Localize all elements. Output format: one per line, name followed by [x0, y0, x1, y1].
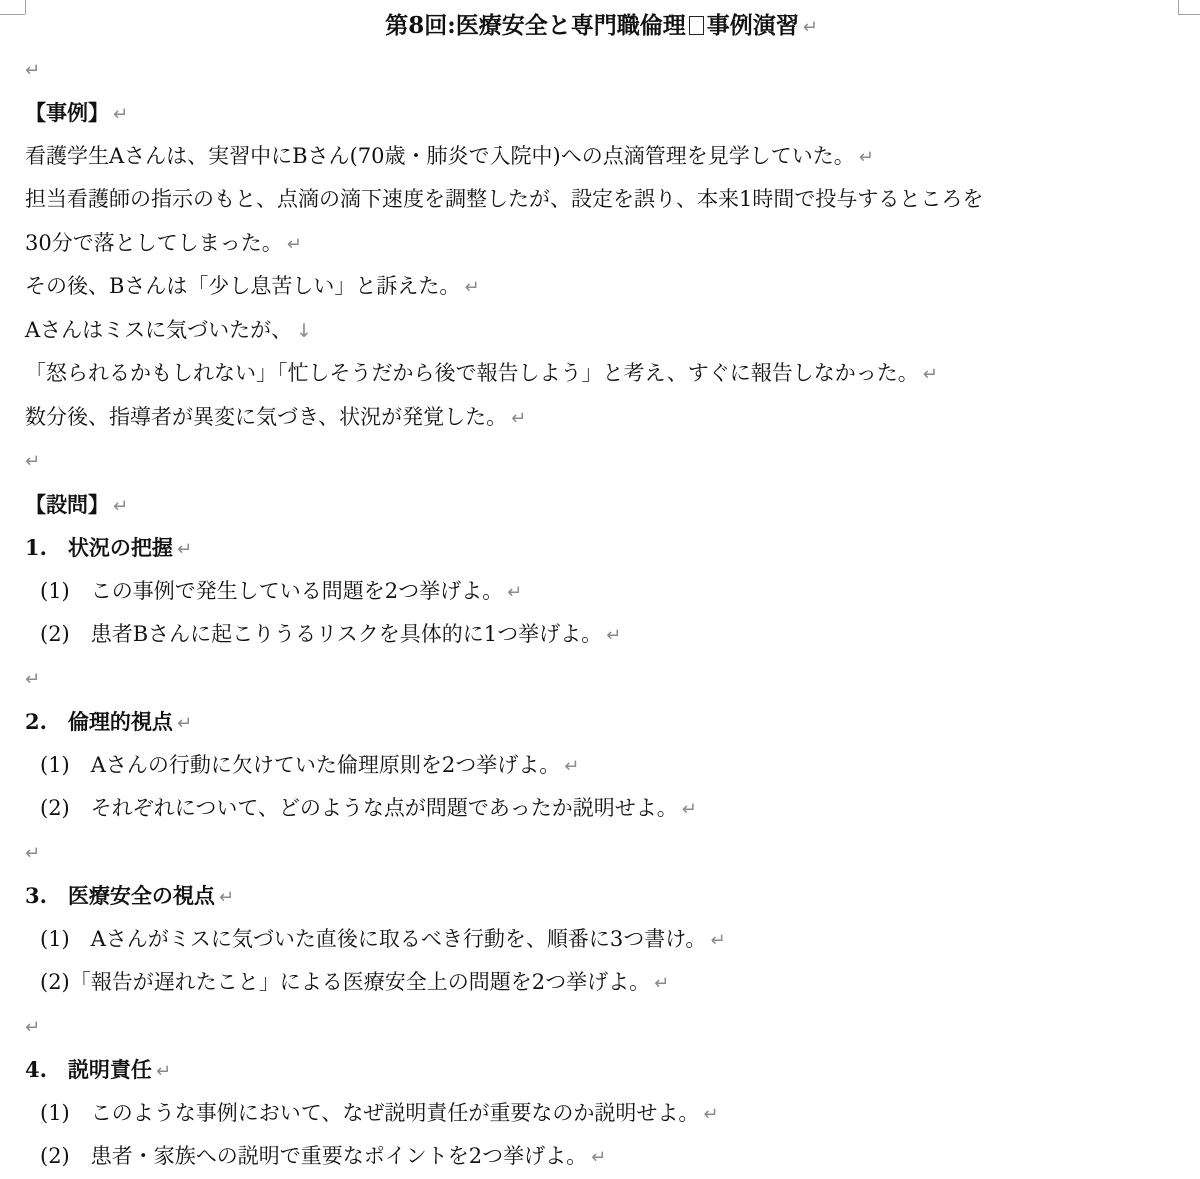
document-line [25, 48, 1178, 92]
document-line [25, 874, 1178, 918]
line-text: (1) このような事例において、なぜ説明責任が重要なのか説明せよ。 [40, 1100, 700, 1125]
document-line [25, 787, 1178, 831]
document-line [25, 657, 1178, 701]
paragraph-mark-icon: ↵ [703, 1103, 719, 1125]
line-text: Aさんはミスに気づいたが、 [25, 317, 293, 342]
document-line [25, 439, 1178, 483]
paragraph-mark-icon: ↵ [922, 364, 938, 385]
paragraph-mark-icon: ↵ [113, 104, 129, 125]
text-boundary-mark-top-right [1178, 0, 1179, 14]
document-line [25, 396, 1178, 440]
missing-glyph-box-icon [689, 16, 704, 35]
paragraph-mark-icon: ↵ [155, 1061, 172, 1082]
line-text: 3. 医療安全の視点 [25, 883, 215, 908]
title-text-after-box: 事例演習 [706, 12, 799, 39]
paragraph-mark-icon: ↵ [464, 277, 480, 298]
paragraph-mark-icon: ↵ [113, 495, 129, 517]
line-text: (1) Aさんがミスに気づいた直後に取るべき行動を、順番に3つ書け。 [40, 926, 707, 951]
line-text: (2) 患者・家族への説明で重要なポイントを2つ挙げよ。 [40, 1144, 588, 1168]
document-line [25, 744, 1178, 788]
document-line [25, 265, 1178, 309]
paragraph-mark-icon: ↵ [286, 233, 302, 255]
document-line [25, 570, 1178, 614]
paragraph-mark-icon: ↵ [681, 799, 697, 820]
text-boundary-mark-top-left [0, 14, 25, 15]
document-line [25, 831, 1178, 875]
document-line [25, 483, 1178, 527]
document-line [25, 961, 1178, 1005]
paragraph-mark-icon: ↵ [176, 713, 193, 734]
line-text: (1) この事例で発生している問題を2つ挙げよ。 [40, 578, 504, 603]
paragraph-mark-icon: ↵ [858, 146, 874, 168]
document-line [25, 1092, 1178, 1136]
paragraph-mark-icon: ↵ [802, 17, 818, 38]
document-line [25, 700, 1178, 744]
line-text: (2)「報告が遅れたこと」による医療安全上の問題を2つ挙げよ。 [40, 970, 651, 994]
document-line [25, 135, 1178, 179]
paragraph-mark-icon: ↵ [218, 887, 235, 908]
text-boundary-mark-top-right [1178, 14, 1200, 15]
paragraph-mark-icon: ↵ [507, 581, 523, 603]
document-line [25, 1005, 1178, 1049]
line-text: 30分で落としてしまった。 [25, 230, 283, 255]
document-line [25, 222, 1178, 266]
paragraph-mark-icon: ↵ [25, 451, 41, 472]
line-text: 4. 説明責任 [25, 1057, 152, 1082]
document-line [25, 1135, 1178, 1179]
line-text: (2) 患者Bさんに起こりうるリスクを具体的に1つ挙げよ。 [40, 622, 603, 646]
line-text: 「怒られるかもしれない」「忙しそうだから後で報告しよう」と考え、すぐに報告しなかった。 [25, 361, 919, 385]
document-line [25, 91, 1178, 135]
line-text: (1) Aさんの行動に欠けていた倫理原則を2つ挙げよ。 [40, 752, 561, 777]
line-text: 【設問】 [25, 491, 109, 517]
paragraph-mark-icon: ↵ [511, 407, 527, 429]
document-line [25, 526, 1178, 570]
document-line [25, 352, 1178, 396]
document-line [25, 1048, 1178, 1092]
paragraph-mark-icon: ↵ [591, 1147, 607, 1168]
paragraph-mark-icon: ↵ [25, 1016, 41, 1038]
document-line [25, 309, 1178, 353]
line-text: 2. 倫理的視点 [25, 709, 173, 734]
document-title [25, 4, 1178, 48]
line-text: その後、Bさんは「少し息苦しい」と訴えた。 [25, 274, 461, 298]
document-line [25, 918, 1178, 962]
paragraph-mark-icon: ↵ [606, 625, 622, 646]
paragraph-mark-icon: ↵ [25, 842, 41, 864]
title-text-before-box: 第8回:医療安全と専門職倫理 [385, 12, 686, 39]
line-text: 1. 状況の把握 [25, 535, 173, 560]
paragraph-mark-icon: ↵ [710, 929, 726, 951]
document-lines [25, 48, 1178, 1179]
line-text: 担当看護師の指示のもと、点滴の滴下速度を調整したが、設定を誤り、本来1時間で投与するところを [25, 187, 984, 211]
paragraph-mark-icon: ↵ [25, 668, 41, 690]
line-text: (2) それぞれについて、どのような点が問題であったか説明せよ。 [40, 796, 678, 820]
line-text: 数分後、指導者が異変に気づき、状況が発覚した。 [25, 404, 508, 429]
document-line [25, 613, 1178, 657]
paragraph-mark-icon: ↵ [176, 539, 193, 560]
paragraph-mark-icon: ↵ [654, 973, 670, 994]
document-line [25, 178, 1178, 222]
line-text: 看護学生Aさんは、実習中にBさん(70歳・肺炎で入院中)への点滴管理を見学していた。 [25, 143, 855, 168]
document-text-area [25, 4, 1178, 1179]
paragraph-mark-icon: ↵ [564, 755, 580, 777]
line-text: 【事例】 [25, 100, 109, 125]
paragraph-mark-icon: ↵ [25, 59, 41, 81]
line-break-mark-icon: ↓ [296, 319, 313, 342]
